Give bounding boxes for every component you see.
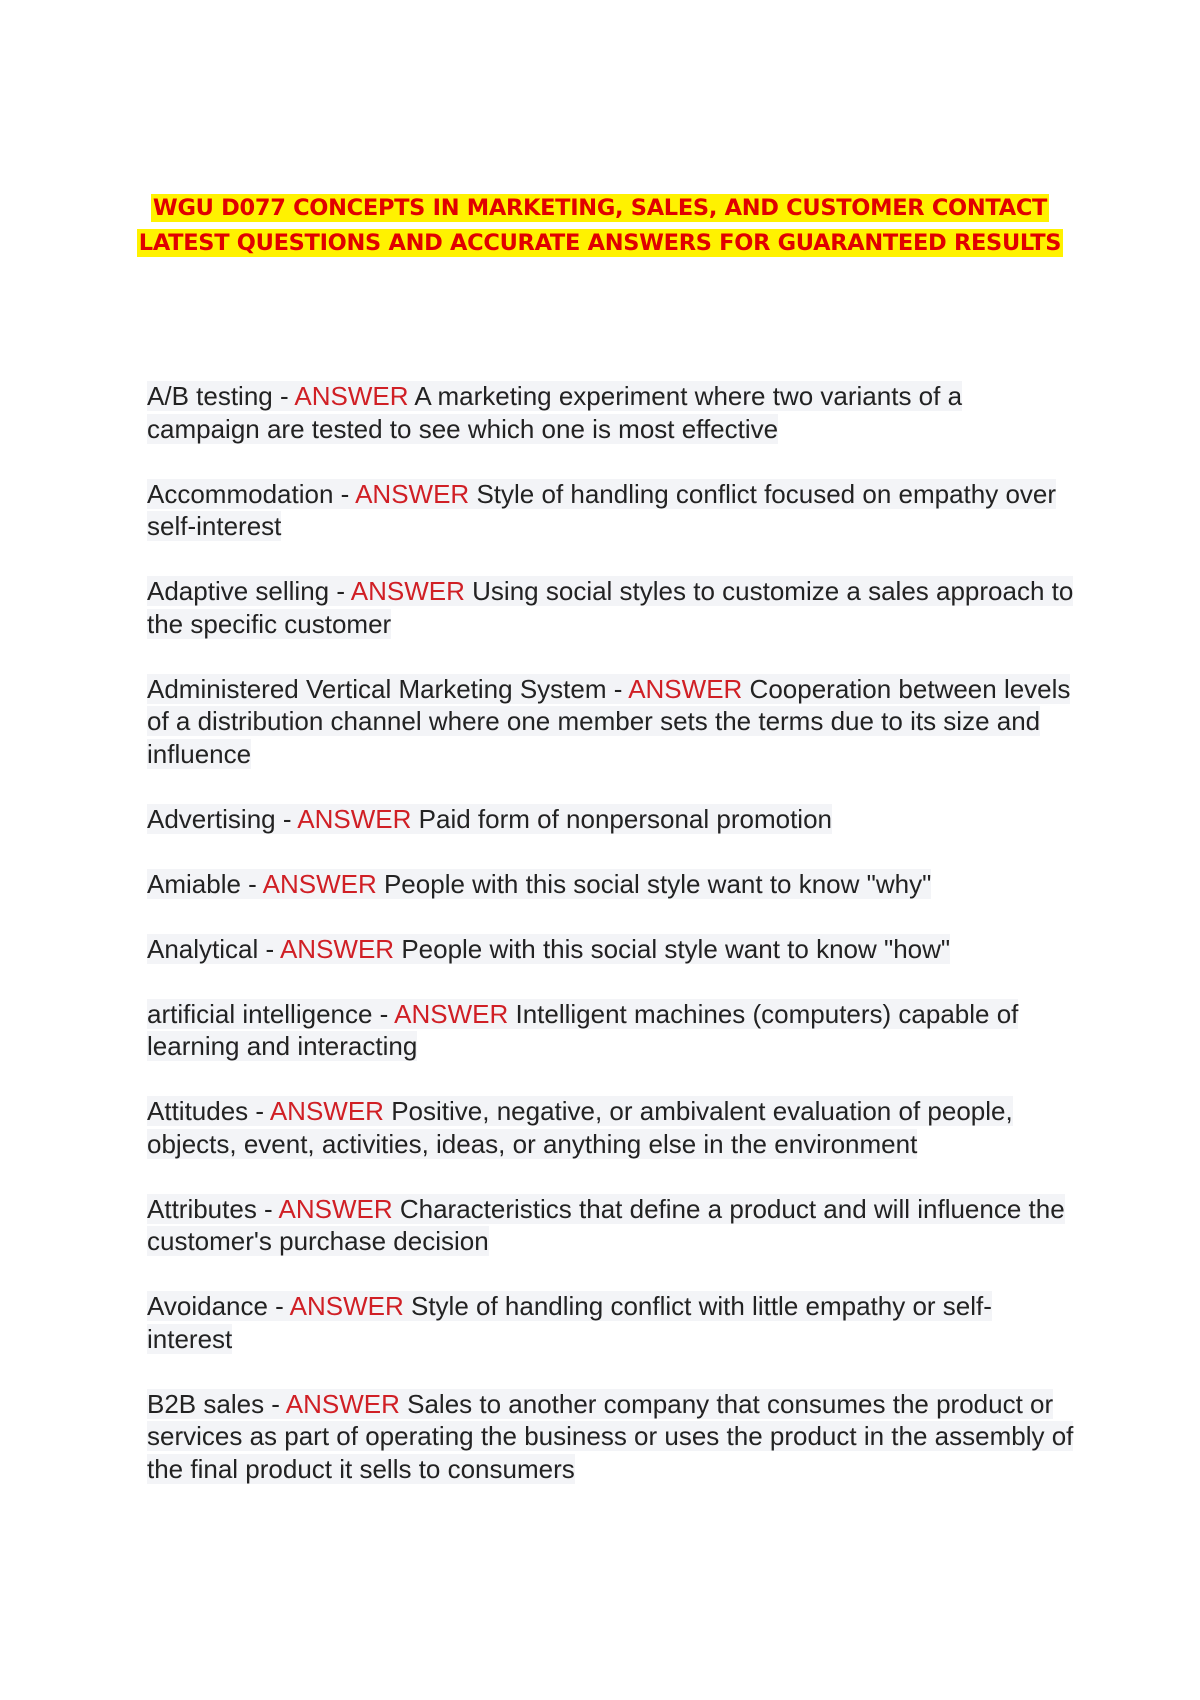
glossary-entry: Advertising - ANSWER Paid form of nonpersonal promotion	[147, 803, 833, 834]
glossary-list	[147, 380, 1077, 1518]
answer-label: ANSWER	[628, 673, 743, 704]
glossary-entry: Analytical - ANSWER People with this social style want to know "how"	[147, 933, 951, 964]
document-title-text: WGU D077 CONCEPTS IN MARKETING, SALES, AND CUSTOMER CONTACT LATEST QUESTIONS AND ACCURATE ANSWERS FOR GUARANTEED RESULTS	[138, 195, 1062, 256]
entry-term: Attitudes	[147, 1096, 249, 1126]
answer-label: ANSWER	[294, 381, 409, 411]
glossary-entry: Attributes - ANSWER Characteristics that define a product and will influence the customer's purchase decision	[147, 1193, 1065, 1256]
entry-definition: Style of handling conflict with little empathy or self-interest	[147, 1291, 992, 1354]
entry-definition: Style of handling conflict focused on empathy over self-interest	[147, 478, 1057, 541]
answer-label: ANSWER	[285, 1388, 400, 1419]
glossary-entry: B2B sales - ANSWER Sales to another company that consumes the product or services as part of operating the business or uses the product in the assembly of the final product it sells to consumers	[147, 1388, 1074, 1484]
glossary-entry: Avoidance - ANSWER Style of handling conflict with little empathy or self-interest	[147, 1291, 992, 1354]
answer-label: ANSWER	[262, 868, 377, 899]
glossary-entry: Amiable - ANSWER People with this social style want to know "why"	[147, 868, 932, 899]
glossary-entry: A/B testing - ANSWER A marketing experiment where two variants of a campaign are tested to see which one is most effective	[147, 381, 963, 444]
answer-label: ANSWER	[394, 998, 509, 1029]
answer-label: ANSWER	[350, 576, 465, 606]
entry-definition: Using social styles to customize a sales approach to the specific customer	[147, 576, 1074, 639]
answer-label: ANSWER	[279, 933, 395, 964]
glossary-entry: Administered Vertical Marketing System - ANSWER Cooperation between levels of a distribution channel where one member sets the terms due to its size and influence	[147, 673, 1071, 769]
entry-term: Advertising	[147, 803, 276, 834]
entry-definition: A marketing experiment where two variants of a campaign are tested to see which one is most effective	[147, 381, 963, 444]
glossary-entry: artificial intelligence - ANSWER Intelligent machines (computers) capable of learning and interacting	[147, 998, 1019, 1061]
entry-definition: Paid form of nonpersonal promotion	[418, 803, 833, 834]
entry-definition: Intelligent machines (computers) capable of learning and interacting	[147, 998, 1019, 1061]
entry-term: Accommodation	[147, 478, 334, 509]
answer-label: ANSWER	[355, 478, 470, 509]
glossary-entry: Attitudes - ANSWER Positive, negative, or ambivalent evaluation of people, objects, event, activities, ideas, or anything else in the environment	[147, 1096, 1013, 1159]
entry-term: artificial intelligence	[147, 998, 373, 1029]
entry-term: Adaptive selling	[147, 576, 330, 606]
entry-definition: People with this social style want to know "how"	[401, 933, 951, 964]
entry-definition: Sales to another company that consumes the product or services as part of operating the business or uses the product in the assembly of the final product it sells to consumers	[147, 1388, 1074, 1484]
answer-label: ANSWER	[297, 803, 412, 834]
glossary-entry: Adaptive selling - ANSWER Using social styles to customize a sales approach to the specific customer	[147, 576, 1074, 639]
entry-term: Avoidance	[147, 1291, 268, 1321]
entry-definition: People with this social style want to know "why"	[383, 868, 932, 899]
entry-term: Analytical	[147, 933, 259, 964]
glossary-entry: Accommodation - ANSWER Style of handling conflict focused on empathy over self-interest	[147, 478, 1057, 541]
answer-label: ANSWER	[289, 1291, 404, 1321]
document-title	[130, 191, 1070, 261]
entry-definition: Cooperation between levels of a distribution channel where one member sets the terms due to its size and influence	[147, 673, 1071, 769]
entry-definition: Characteristics that define a product and will influence the customer's purchase decision	[147, 1193, 1065, 1256]
entry-term: Attributes	[147, 1193, 257, 1224]
answer-label: ANSWER	[269, 1096, 384, 1126]
entry-term: Amiable	[147, 868, 241, 899]
entry-term: B2B sales	[147, 1388, 265, 1419]
entry-term: A/B testing	[147, 381, 273, 411]
answer-label: ANSWER	[278, 1193, 393, 1224]
entry-definition: Positive, negative, or ambivalent evaluation of people, objects, event, activities, ideas, or anything else in the environment	[147, 1096, 1013, 1159]
entry-term: Administered Vertical Marketing System	[147, 673, 607, 704]
